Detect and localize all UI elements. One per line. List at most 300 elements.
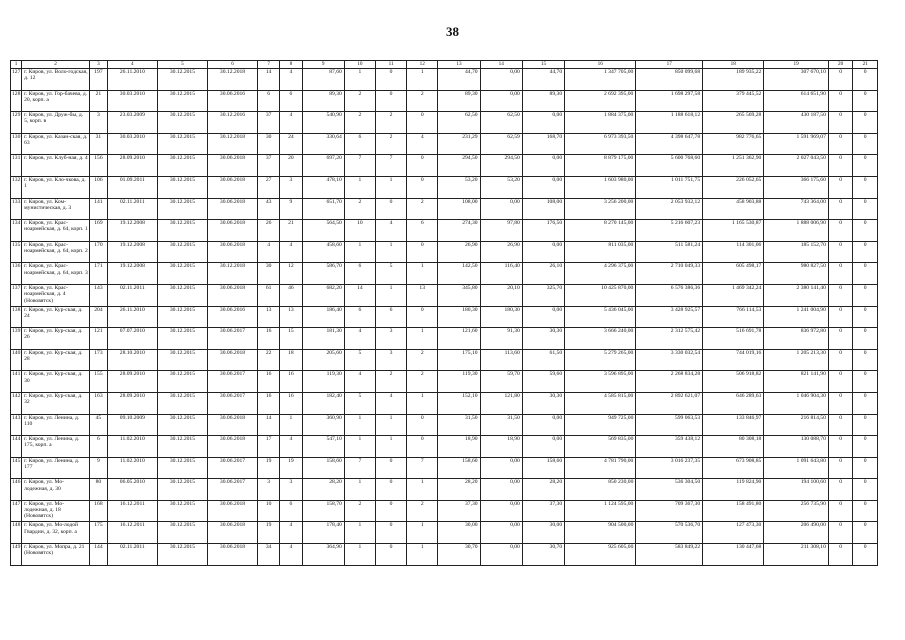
table-cell: 9 (280, 198, 302, 220)
table-cell: 7 (375, 155, 406, 177)
table-cell: 27 (258, 176, 280, 198)
table-cell: 169 (90, 220, 108, 242)
table-cell: 0 (853, 544, 878, 566)
table-cell: 4 (375, 392, 406, 414)
value-cell: 2 027 043,50 (764, 155, 829, 177)
value-cell: 1 469 342,24 (703, 284, 764, 306)
column-header: 18 (703, 61, 764, 69)
table-cell: 0 (853, 198, 878, 220)
table-cell: 4 (280, 544, 302, 566)
table-cell: 4 (344, 328, 375, 350)
table-cell: 0 (853, 263, 878, 285)
value-cell: 564,50 (302, 220, 344, 242)
value-cell: 182,40 (302, 392, 344, 414)
value-cell: 4 398 647,78 (636, 133, 703, 155)
value-cell: 1 046 904,30 (764, 392, 829, 414)
value-cell: 2 710 049,33 (636, 263, 703, 285)
data-table (10, 60, 878, 566)
value-cell: 1 884 375,00 (565, 112, 636, 134)
value-cell: 821 141,90 (764, 371, 829, 393)
table-cell: 30.06.2018 (207, 522, 257, 544)
table-cell: 0 (853, 457, 878, 479)
value-cell: 231,29 (438, 133, 480, 155)
value-cell: 0,00 (522, 241, 564, 263)
value-cell: 116,40 (480, 263, 522, 285)
table-cell: 0 (853, 349, 878, 371)
column-header: 10 (344, 61, 375, 69)
table-cell: 1 (344, 479, 375, 501)
address-cell: г. Киров, ул. Мо-лодежная, д. 30 (22, 479, 90, 501)
table-cell: 37 (258, 112, 280, 134)
value-cell: 1 888 006,90 (764, 220, 829, 242)
table-cell: 19.12.2008 (107, 241, 157, 263)
table-cell: 5 (344, 349, 375, 371)
value-cell: 158,60 (522, 457, 564, 479)
table-cell: 1 (375, 436, 406, 458)
table-cell: 30.12.2015 (157, 241, 207, 263)
table-row (11, 306, 878, 328)
table-cell: 2 (344, 198, 375, 220)
value-cell: 5 436 045,00 (565, 306, 636, 328)
table-cell: 1 (375, 414, 406, 436)
address-cell: г. Киров, ул. Мопра, д. 21 (Нововятск) (22, 544, 90, 566)
table-cell: 30 (258, 263, 280, 285)
table-cell: 121 (90, 328, 108, 350)
table-cell: 144 (90, 544, 108, 566)
table-cell: 2 (375, 112, 406, 134)
value-cell: 10 425 870,00 (565, 284, 636, 306)
address-cell: г. Киров, ул. Мо-лодой Гвардии, д. 32, корп. а (22, 522, 90, 544)
value-cell: 0,00 (480, 69, 522, 91)
column-header: 2 (22, 61, 90, 69)
value-cell: 1 188 618,12 (636, 112, 703, 134)
value-cell: 511 581,24 (636, 241, 703, 263)
value-cell: 158 491,80 (703, 500, 764, 522)
table-cell: 11.02.2010 (107, 457, 157, 479)
value-cell: 325,70 (522, 284, 564, 306)
table-row (11, 500, 878, 522)
table-cell: 1 (375, 176, 406, 198)
table-cell: 0 (407, 155, 438, 177)
value-cell: 651,70 (302, 198, 344, 220)
table-cell: 0 (853, 155, 878, 177)
table-row (11, 371, 878, 393)
table-cell: 204 (90, 306, 108, 328)
value-cell: 614 651,90 (764, 90, 829, 112)
row-number-cell: 130 (11, 133, 22, 155)
table-cell: 30.06.2017 (207, 328, 257, 350)
table-cell: 24 (280, 133, 302, 155)
table-cell: 0 (407, 112, 438, 134)
value-cell: 599 063,53 (636, 414, 703, 436)
value-cell: 925 605,00 (565, 544, 636, 566)
address-cell: г. Киров, ул. Кло-чкова, д. 1 (22, 176, 90, 198)
table-cell: 0 (828, 457, 852, 479)
table-cell: 30.03.2010 (107, 90, 157, 112)
row-number-cell: 133 (11, 198, 22, 220)
value-cell: 180,30 (480, 306, 522, 328)
table-cell: 19.12.2008 (107, 220, 157, 242)
table-cell: 30.06.2018 (207, 284, 257, 306)
table-cell: 28.09.2010 (107, 155, 157, 177)
address-cell: г. Киров, ул. Ком-мунистическая, д. 3 (22, 198, 90, 220)
table-cell: 1 (407, 392, 438, 414)
table-cell: 0 (375, 479, 406, 501)
table-cell: 30.06.2018 (207, 544, 257, 566)
value-cell: 8 879 175,00 (565, 155, 636, 177)
table-cell: 30 (258, 133, 280, 155)
table-cell: 30.06.2016 (207, 306, 257, 328)
table-row (11, 220, 878, 242)
value-cell: 114 301,06 (703, 241, 764, 263)
value-cell: 97,80 (480, 220, 522, 242)
value-cell: 5 216 607,23 (636, 220, 703, 242)
table-cell: 1 (407, 69, 438, 91)
value-cell: 18,90 (438, 436, 480, 458)
column-header: 19 (764, 61, 829, 69)
column-header: 5 (157, 61, 207, 69)
value-cell: 646 289,63 (703, 392, 764, 414)
row-number-cell: 140 (11, 349, 22, 371)
value-cell: 2 268 834,28 (636, 371, 703, 393)
table-cell: 1 (407, 479, 438, 501)
table-row (11, 133, 878, 155)
row-number-cell: 142 (11, 392, 22, 414)
table-cell: 1 (407, 328, 438, 350)
table-cell: 18 (280, 349, 302, 371)
value-cell: 360,90 (302, 414, 344, 436)
table-cell: 30.12.2018 (207, 69, 257, 91)
address-cell: г. Киров, ул. Кур-ская, д. 24 (22, 306, 90, 328)
table-cell: 30.06.2018 (207, 414, 257, 436)
value-cell: 2 692 395,00 (565, 90, 636, 112)
table-cell: 07.07.2010 (107, 328, 157, 350)
table-cell: 0 (375, 69, 406, 91)
value-cell: 904 500,00 (565, 522, 636, 544)
table-cell: 0 (375, 500, 406, 522)
table-cell: 0 (375, 522, 406, 544)
table-cell: 0 (375, 198, 406, 220)
value-cell: 211 308,10 (764, 544, 829, 566)
table-cell: 0 (375, 457, 406, 479)
table-cell: 30.12.2015 (157, 155, 207, 177)
column-header: 14 (480, 61, 522, 69)
value-cell: 1 165 530,87 (703, 220, 764, 242)
address-cell: г. Киров, ул. Крас-ноармейская, д. 64, корп. 3 (22, 263, 90, 285)
table-cell: 37 (258, 155, 280, 177)
table-cell: 0 (828, 220, 852, 242)
table-cell: 80 (90, 479, 108, 501)
table-cell: 30.12.2015 (157, 457, 207, 479)
table-cell: 1 (344, 176, 375, 198)
table-cell: 30.12.2015 (157, 522, 207, 544)
value-cell: 216 814,50 (764, 414, 829, 436)
value-cell: 1 698 297,58 (636, 90, 703, 112)
value-cell: 180,30 (438, 306, 480, 328)
table-cell: 30.06.2018 (207, 198, 257, 220)
table-row (11, 284, 878, 306)
table-cell: 30.12.2015 (157, 349, 207, 371)
table-cell: 9 (90, 457, 108, 479)
row-number-cell: 131 (11, 155, 22, 177)
value-cell: 206 490,00 (764, 522, 829, 544)
address-cell: г. Киров, ул. Ленина, д. 110 (22, 414, 90, 436)
value-cell: 294,50 (438, 155, 480, 177)
value-cell: 186,40 (302, 306, 344, 328)
value-cell: 26,90 (438, 241, 480, 263)
value-cell: 697,20 (302, 155, 344, 177)
value-cell: 30,70 (522, 544, 564, 566)
table-row (11, 392, 878, 414)
column-header: 1 (11, 61, 22, 69)
table-row (11, 457, 878, 479)
value-cell: 536 304,50 (636, 479, 703, 501)
value-cell: 0,00 (522, 306, 564, 328)
table-cell: 0 (853, 284, 878, 306)
value-cell: 3 330 032,54 (636, 349, 703, 371)
value-cell: 673 908,85 (703, 457, 764, 479)
table-cell: 1 (407, 544, 438, 566)
table-cell: 6 (407, 220, 438, 242)
table-row (11, 241, 878, 263)
value-cell: 1 603 980,00 (565, 176, 636, 198)
table-cell: 0 (407, 306, 438, 328)
value-cell: 31,50 (480, 414, 522, 436)
table-cell: 13 (280, 306, 302, 328)
value-cell: 766 114,53 (703, 306, 764, 328)
table-cell: 173 (90, 349, 108, 371)
table-row (11, 436, 878, 458)
value-cell: 0,00 (480, 500, 522, 522)
value-cell: 4 296 375,00 (565, 263, 636, 285)
table-cell: 34 (258, 544, 280, 566)
row-number-cell: 145 (11, 457, 22, 479)
value-cell: 330,64 (302, 133, 344, 155)
table-cell: 0 (828, 69, 852, 91)
table-cell: 13 (258, 306, 280, 328)
table-cell: 0 (853, 306, 878, 328)
row-number-cell: 134 (11, 220, 22, 242)
table-cell: 0 (853, 133, 878, 155)
value-cell: 158,60 (302, 457, 344, 479)
row-number-cell: 129 (11, 112, 22, 134)
table-cell: 141 (90, 198, 108, 220)
table-cell: 31 (90, 133, 108, 155)
value-cell: 0,00 (522, 176, 564, 198)
table-cell: 16 (258, 371, 280, 393)
table-cell: 6 (344, 306, 375, 328)
table-row (11, 522, 878, 544)
address-cell: г. Киров, ул. Крас-ноармейская, д. 4 (Нововятск) (22, 284, 90, 306)
table-cell: 0 (853, 220, 878, 242)
table-cell: 1 (344, 241, 375, 263)
table-row (11, 69, 878, 91)
table-row (11, 479, 878, 501)
table-cell: 170 (90, 241, 108, 263)
table-cell: 0 (828, 284, 852, 306)
column-header: 7 (258, 61, 280, 69)
table-cell: 30.12.2015 (157, 306, 207, 328)
value-cell: 44,70 (522, 69, 564, 91)
table-cell: 30.06.2018 (207, 349, 257, 371)
column-header: 12 (407, 61, 438, 69)
table-cell: 0 (853, 69, 878, 91)
address-cell: г. Киров, ул. Мо-лодежная, д. 18 (Нововятск) (22, 500, 90, 522)
value-cell: 294,50 (480, 155, 522, 177)
value-cell: 3 596 895,00 (565, 371, 636, 393)
table-cell: 1 (375, 241, 406, 263)
table-cell: 16.12.2011 (107, 500, 157, 522)
table-body (11, 61, 878, 566)
value-cell: 119,30 (302, 371, 344, 393)
row-number-cell: 139 (11, 328, 22, 350)
table-cell: 28.09.2010 (107, 371, 157, 393)
value-cell: 709 367,30 (636, 500, 703, 522)
table-cell: 6 (280, 500, 302, 522)
table-cell: 4 (375, 220, 406, 242)
value-cell: 0,00 (522, 155, 564, 177)
value-cell: 516 691,78 (703, 328, 764, 350)
value-cell: 89,30 (438, 90, 480, 112)
value-cell: 18,90 (480, 436, 522, 458)
table-cell: 0 (828, 328, 852, 350)
table-cell: 19 (258, 522, 280, 544)
column-header: 6 (207, 61, 257, 69)
table-cell: 10 (258, 500, 280, 522)
table-cell: 30.06.2016 (207, 90, 257, 112)
table-cell: 14 (258, 69, 280, 91)
address-cell: г. Киров, ул. Кур-ская, д. 28 (22, 349, 90, 371)
table-cell: 06.05.2010 (107, 479, 157, 501)
value-cell: 62,50 (438, 112, 480, 134)
table-cell: 0 (853, 479, 878, 501)
table-cell: 14 (344, 284, 375, 306)
table-cell: 0 (828, 241, 852, 263)
value-cell: 0,00 (522, 112, 564, 134)
value-cell: 1 347 705,00 (565, 69, 636, 91)
value-cell: 0,00 (522, 414, 564, 436)
table-cell: 17 (258, 436, 280, 458)
value-cell: 181,30 (302, 328, 344, 350)
value-cell: 158,70 (302, 500, 344, 522)
table-cell: 16 (258, 328, 280, 350)
row-number-cell: 146 (11, 479, 22, 501)
value-cell: 30,00 (522, 522, 564, 544)
value-cell: 62,59 (480, 133, 522, 155)
value-cell: 2 312 575,42 (636, 328, 703, 350)
value-cell: 1 241 004,90 (764, 306, 829, 328)
column-header: 15 (522, 61, 564, 69)
value-cell: 130 088,70 (764, 436, 829, 458)
table-cell: 0 (828, 306, 852, 328)
value-cell: 61,50 (522, 349, 564, 371)
table-cell: 14 (258, 414, 280, 436)
table-cell: 30.12.2015 (157, 133, 207, 155)
table-cell: 1 (344, 414, 375, 436)
table-cell: 30.12.2015 (157, 198, 207, 220)
table-cell: 0 (828, 479, 852, 501)
row-number-cell: 149 (11, 544, 22, 566)
table-cell: 0 (407, 176, 438, 198)
value-cell: 0,00 (480, 90, 522, 112)
value-cell: 744 019,16 (703, 349, 764, 371)
value-cell: 44,70 (438, 69, 480, 91)
value-cell: 130 447,68 (703, 544, 764, 566)
row-number-cell: 143 (11, 414, 22, 436)
table-cell: 4 (280, 112, 302, 134)
table-cell: 20 (280, 155, 302, 177)
table-cell: 0 (828, 263, 852, 285)
table-cell: 16 (280, 371, 302, 393)
value-cell: 142,50 (438, 263, 480, 285)
table-cell: 30.06.2017 (207, 371, 257, 393)
value-cell: 0,00 (480, 457, 522, 479)
table-cell: 1 (375, 284, 406, 306)
table-cell: 6 (375, 306, 406, 328)
value-cell: 26,10 (522, 263, 564, 285)
value-cell: 256 735,90 (764, 500, 829, 522)
address-cell: г. Киров, ул. Друж-бы, д. 5, корп. в (22, 112, 90, 134)
value-cell: 0,00 (480, 198, 522, 220)
table-cell: 0 (853, 176, 878, 198)
row-number-cell: 138 (11, 306, 22, 328)
table-cell: 0 (375, 544, 406, 566)
table-cell: 2 (375, 133, 406, 155)
address-cell: г. Киров, ул. Ленина, д. 177 (22, 457, 90, 479)
column-header: 17 (636, 61, 703, 69)
value-cell: 458 903,88 (703, 198, 764, 220)
value-cell: 359 438,12 (636, 436, 703, 458)
table-cell: 4 (280, 241, 302, 263)
table-cell: 2 (344, 112, 375, 134)
table-cell: 2 (407, 500, 438, 522)
table-cell: 0 (407, 414, 438, 436)
table-cell: 0 (853, 328, 878, 350)
header-row (11, 61, 878, 69)
table-cell: 11.02.2010 (107, 436, 157, 458)
table-cell: 3 (280, 479, 302, 501)
value-cell: 185 152,70 (764, 241, 829, 263)
value-cell: 28,20 (438, 479, 480, 501)
value-cell: 850 230,00 (565, 479, 636, 501)
row-number-cell: 144 (11, 436, 22, 458)
table-row (11, 176, 878, 198)
table-cell: 30.12.2015 (157, 479, 207, 501)
table-cell: 09.10.2009 (107, 414, 157, 436)
value-cell: 366 175,60 (764, 176, 829, 198)
value-cell: 1 205 213,30 (764, 349, 829, 371)
column-header: 8 (280, 61, 302, 69)
value-cell: 980 827,50 (764, 263, 829, 285)
table-cell: 30.12.2016 (207, 112, 257, 134)
table-cell: 0 (407, 436, 438, 458)
value-cell: 850 099,68 (636, 69, 703, 91)
value-cell: 133 846,97 (703, 414, 764, 436)
value-cell: 53,20 (438, 176, 480, 198)
value-cell: 152,10 (438, 392, 480, 414)
table-cell: 168 (90, 500, 108, 522)
table-cell: 0 (828, 392, 852, 414)
table-cell: 7 (407, 457, 438, 479)
table-cell: 61 (258, 284, 280, 306)
table-cell: 01.09.2011 (107, 176, 157, 198)
table-cell: 43 (258, 198, 280, 220)
table-row (11, 414, 878, 436)
table-cell: 0 (828, 90, 852, 112)
table-cell: 7 (344, 155, 375, 177)
value-cell: 5 279 265,00 (565, 349, 636, 371)
column-header: 9 (302, 61, 344, 69)
